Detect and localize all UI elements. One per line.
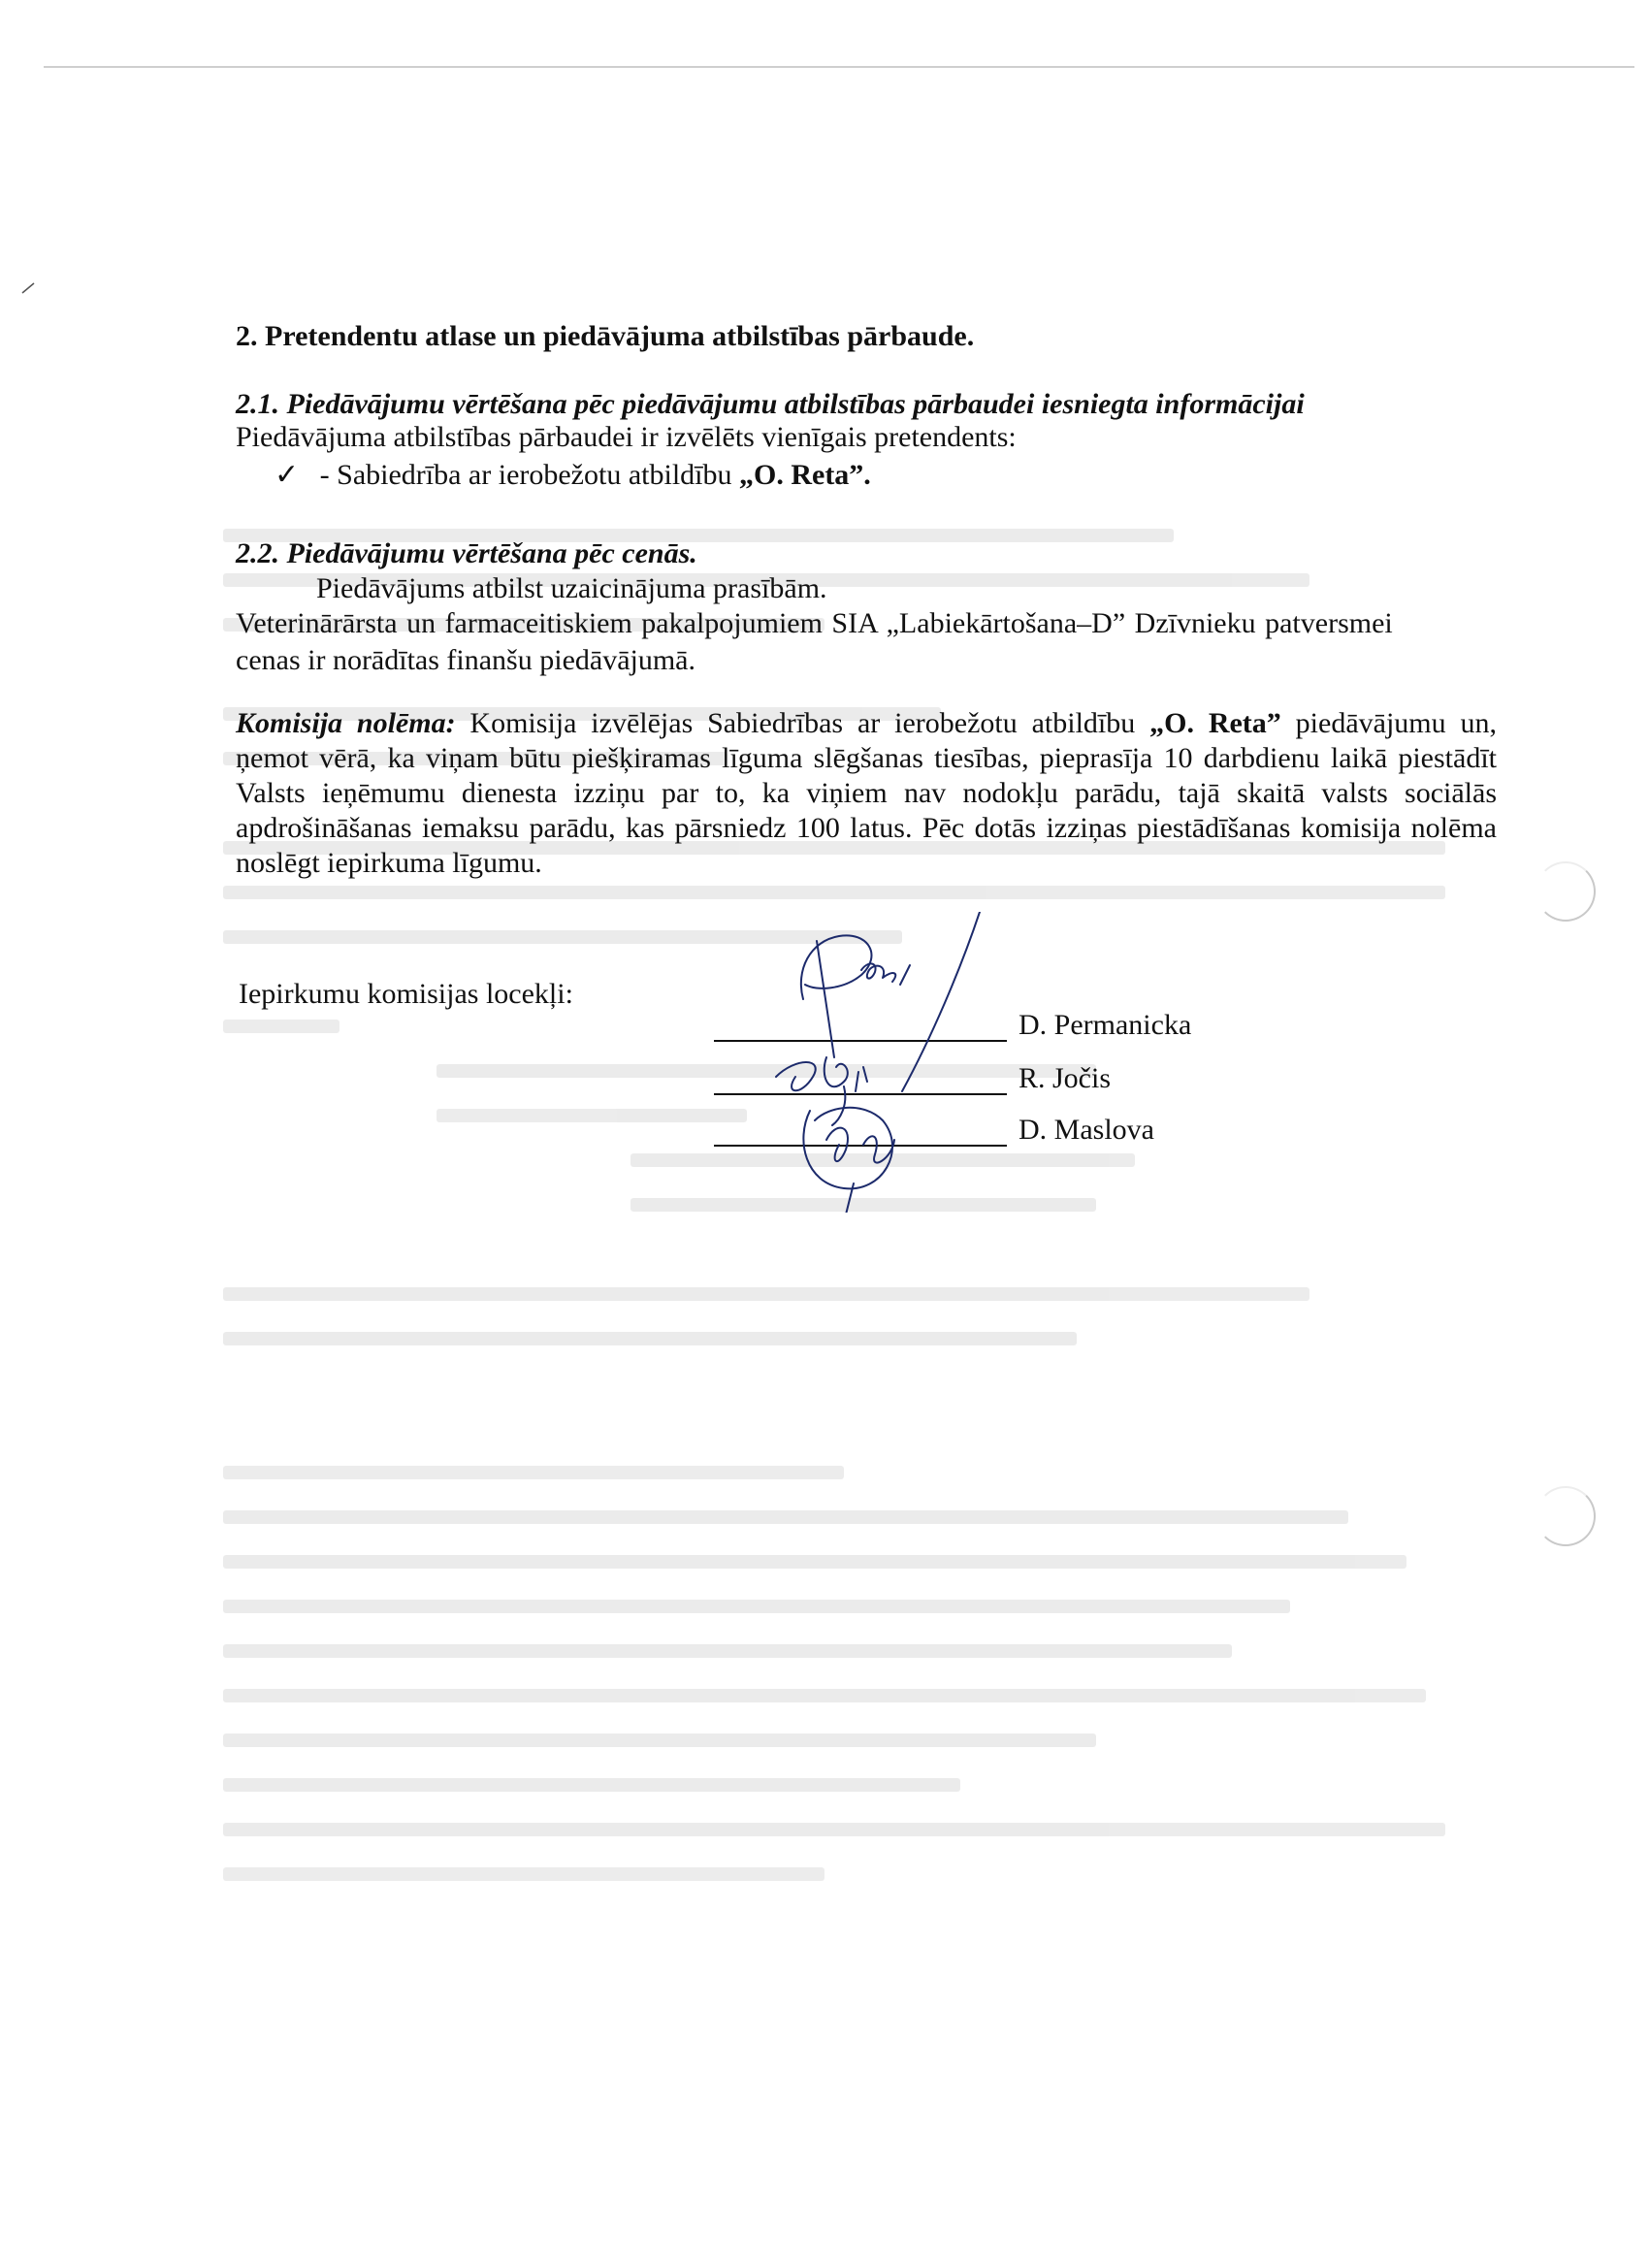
member-name-2: R. Jočis bbox=[1018, 1062, 1112, 1094]
subsection-2-2-title: 2.2. Piedāvājumu vērtēšana pēc cenās. bbox=[236, 537, 697, 569]
subsection-2-2-line2: Veterinārārsta un farmaceitiskiem pakalpojumiem SIA „Labiekārtošana–D” Dzīvnieku patversmei bbox=[236, 607, 1393, 639]
decision-text-before: Komisija izvēlējas Sabiedrības ar ierobežotu atbildību bbox=[455, 707, 1150, 739]
signatures-label: Iepirkumu komisijas locekļi: bbox=[239, 978, 573, 1010]
subsection-2-2-line3: cenas ir norādītas finanšu piedāvājumā. bbox=[236, 644, 695, 676]
scan-top-edge bbox=[44, 66, 1634, 68]
checkmark-icon: ✓ bbox=[275, 459, 300, 491]
bullet-text: - Sabiedrība ar ierobežotu atbildību bbox=[319, 459, 739, 491]
member-name-1: D. Permanicka bbox=[1018, 1009, 1192, 1041]
bullet-item bbox=[275, 458, 871, 492]
scan-corner-mark bbox=[21, 281, 35, 295]
handwritten-signatures bbox=[737, 912, 1057, 1213]
subsection-2-1-title: 2.1. Piedāvājumu vērtēšana pēc piedāvājumu atbilstības pārbaudei iesniegta informācijai bbox=[236, 388, 1305, 420]
punch-hole-top bbox=[1536, 861, 1596, 922]
punch-hole-bottom bbox=[1536, 1486, 1596, 1546]
decision-label: Komisija nolēma: bbox=[236, 707, 456, 739]
company-name: „O. Reta”. bbox=[739, 459, 871, 491]
section-heading: 2. Pretendentu atlase un piedāvājuma atbilstības pārbaude. bbox=[236, 320, 975, 352]
decision-paragraph bbox=[236, 706, 1497, 881]
subsection-2-2-line1: Piedāvājums atbilst uzaicinājuma prasībām. bbox=[316, 572, 827, 604]
member-name-3: D. Maslova bbox=[1018, 1114, 1154, 1146]
decision-company: „O. Reta” bbox=[1149, 707, 1281, 739]
decision-text-after: piedāvājumu un, ņemot vērā, ka viņam būtu piešķiramas līguma slēgšanas tiesības, pieprasīja 10 darbdienu laikā piestādīt Valsts ieņēmumu dienesta izziņu par to, ka viņiem nav nodokļu parādu, tajā skaitā valsts sociālās apdrošināšanas iemaksu parādu, kas pārsniedz 100 latus. Pēc dotās izziņas piestādīšanas komisija nolēma noslēgt iepirkuma līgumu. bbox=[236, 707, 1498, 879]
subsection-2-1-text: Piedāvājuma atbilstības pārbaudei ir izvēlēts vienīgais pretendents: bbox=[236, 421, 1017, 453]
